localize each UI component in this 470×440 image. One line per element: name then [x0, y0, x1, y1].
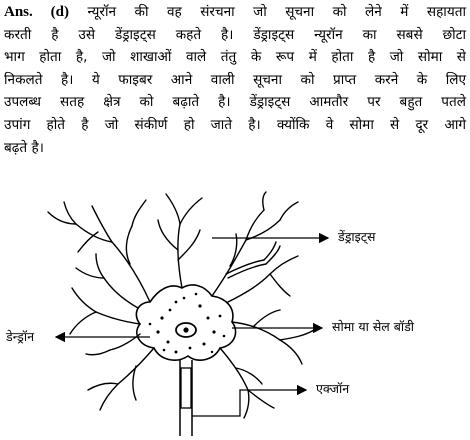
answer-text: [4, 1, 466, 159]
answer-line-5: उपलब्ध सतह क्षेत्र को बढ़ाते है। डेंड्राइट्स आमतौर पर बहुत पतले: [4, 94, 466, 111]
axon: [180, 360, 192, 436]
label-axon: एक्जॉन: [316, 381, 350, 396]
answer-line-3: भाग होता है, जो शाखाओं वाले तंतु के रूप में होता है जो सोमा से: [4, 49, 466, 66]
neuron-diagram: [0, 190, 470, 436]
neuron-illustration: [0, 190, 470, 436]
answer-line-4: निकलते है। ये फाइबर आने वाली सूचना को प्राप्त करने के लिए: [4, 71, 466, 88]
label-dendrites: डेंड्राइट्स: [338, 229, 376, 244]
answer-label: Ans. (d): [4, 4, 70, 20]
label-dendron: डेन्ड्रॉन: [6, 329, 35, 344]
answer-line-1: [4, 1, 466, 24]
answer-line-1-text: न्यूरॉन की वह संरचना जो सूचना को लेने में सहायता: [87, 4, 466, 20]
label-soma: सोमा या सेल बॉडी: [332, 319, 415, 334]
answer-line-7: बढ़ते है।: [4, 139, 44, 156]
answer-line-6: उपांग होते है जो संकीर्ण हो जाते है। क्योंकि वे सोमा से दूर आगे: [4, 116, 466, 133]
answer-line-2: करती है उसे डेंड्राइट्स कहते है। डेंड्राइट्स न्यूरॉन का सबसे छोटा: [4, 26, 466, 43]
nucleolus: [183, 327, 188, 332]
